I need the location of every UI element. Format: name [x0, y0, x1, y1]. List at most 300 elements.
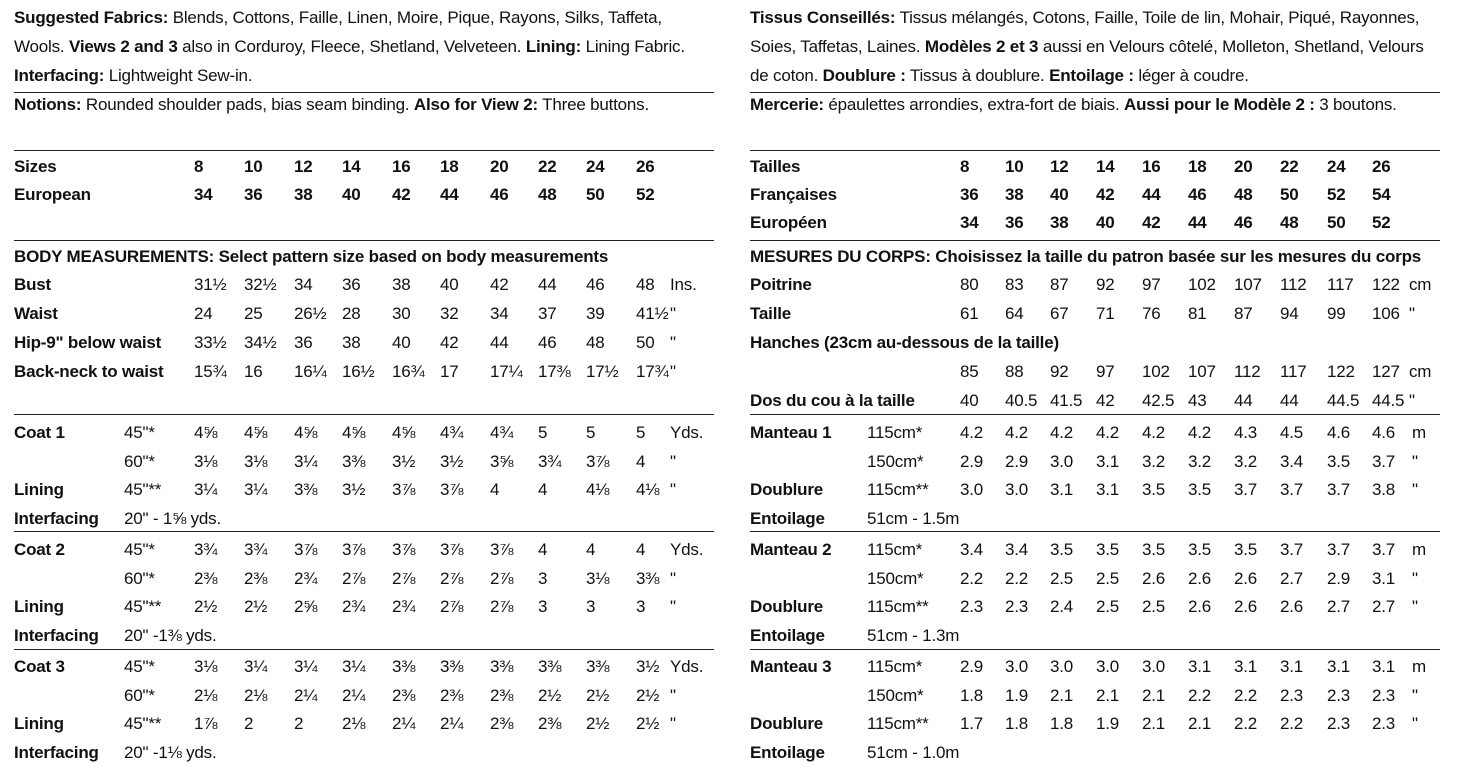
- left-unit-label: ": [670, 685, 676, 705]
- left-unit-label: ": [670, 714, 676, 733]
- left-fabrics-paragraph-bold-1: Views 2 and 3: [68, 37, 178, 56]
- right-size-value: 52: [1327, 185, 1346, 204]
- right-yardage-value: 2.3: [1372, 685, 1396, 705]
- right-body-value: 44: [1234, 391, 1253, 410]
- right-fabrics-paragraph-bold-1: Modèles 2 et 3: [924, 37, 1039, 56]
- right-yardage-value: 4.6: [1327, 423, 1351, 442]
- left-unit-label: Yds.: [670, 657, 704, 676]
- right-body-value: 107: [1234, 275, 1262, 294]
- right-fabrics-paragraph-text-3: léger à coudre.: [1133, 66, 1249, 85]
- left-yardage-value: 2⅜: [490, 685, 514, 705]
- right-size-value: 52: [1372, 213, 1391, 232]
- left-yardage-value: 2⅜: [538, 714, 562, 733]
- left-yardage-value: 3⅜: [636, 568, 660, 588]
- right-yardage-value: 2.5: [1050, 568, 1074, 588]
- right-unit-label: ": [1412, 685, 1418, 705]
- left-yardage-value: 2⅞: [342, 568, 366, 588]
- right-yardage-value: 2.3: [1280, 685, 1304, 705]
- left-yardage-value: 3¼: [342, 657, 366, 676]
- left-fabric-width: 45"**: [124, 714, 162, 733]
- right-body-value: 102: [1188, 275, 1216, 294]
- left-yardage-value: 2⅝: [294, 597, 318, 616]
- left-unit-label: Yds.: [670, 423, 704, 442]
- right-unit-label: m: [1412, 423, 1426, 442]
- left-yardage-value: 3: [538, 568, 548, 588]
- right-coat-divider-3: [750, 649, 1440, 650]
- left-body-value: 41½: [636, 304, 669, 323]
- left-interfacing-value: 20" -1⅜ yds.: [124, 625, 217, 645]
- left-body-unit: ": [670, 304, 676, 323]
- right-body-value: 112: [1234, 362, 1261, 381]
- right-coat-divider-2: [750, 531, 1440, 532]
- left-unit-label: ": [670, 568, 676, 588]
- right-yardage-value: 3.0: [1050, 657, 1074, 676]
- right-yardage-value: 4.6: [1372, 423, 1396, 442]
- left-yardage-value: 2⅞: [392, 568, 416, 588]
- right-size-value: 50: [1280, 185, 1299, 204]
- french-instructions-column: [750, 0, 1440, 767]
- right-size-row-label: Françaises: [750, 185, 837, 204]
- left-body-value: 28: [342, 304, 361, 323]
- right-body-value: 43: [1188, 391, 1207, 410]
- left-size-value: 20: [490, 157, 509, 176]
- right-yardage-value: 2.6: [1142, 568, 1166, 588]
- right-yardage-value: 2.3: [1327, 685, 1351, 705]
- right-size-value: 54: [1372, 185, 1391, 204]
- left-yardage-value: 3⅞: [490, 540, 514, 559]
- left-yardage-value: 3⅜: [538, 657, 562, 676]
- right-body-value: 92: [1050, 362, 1069, 381]
- right-fabrics-paragraph-text-2: Tissus à doublure.: [905, 66, 1050, 85]
- right-size-value: 46: [1234, 213, 1253, 232]
- right-body-value: 117: [1327, 275, 1354, 294]
- right-yardage-value: 4.2: [1050, 423, 1074, 442]
- left-unit-label: ": [670, 451, 676, 471]
- right-body-value: 40.5: [1005, 391, 1038, 410]
- right-notions-paragraph-text-1: 3 boutons.: [1314, 95, 1397, 114]
- left-size-row-label: European: [14, 185, 91, 204]
- right-yardage-value: 4.3: [1234, 423, 1258, 442]
- left-yardage-value: 4: [490, 480, 500, 499]
- right-body-value: 42: [1096, 391, 1115, 410]
- right-yardage-value: 2.9: [1327, 568, 1351, 588]
- left-body-unit: ": [670, 333, 676, 352]
- right-interfacing-value: 51cm - 1.5m: [867, 508, 960, 528]
- right-interfacing-value: 51cm - 1.3m: [867, 625, 960, 645]
- left-body-value: 17¾: [636, 362, 669, 381]
- left-body-value: 40: [440, 275, 459, 294]
- left-yardage-value: 2¾: [294, 568, 318, 588]
- left-yardage-value: 1⅞: [194, 714, 218, 733]
- left-yardage-value: 3⅜: [440, 657, 464, 676]
- right-yardage-value: 4.2: [1142, 423, 1166, 442]
- right-body-row-label: Taille: [750, 304, 792, 323]
- right-yardage-value: 4.5: [1280, 423, 1304, 442]
- left-body-value: 46: [586, 275, 605, 294]
- left-coat-row-label: Coat 1: [14, 423, 65, 442]
- left-size-value: 48: [538, 185, 557, 204]
- right-body-value: 76: [1142, 304, 1161, 323]
- right-yardage-value: 3.7: [1372, 451, 1396, 471]
- right-size-value: 12: [1050, 157, 1069, 176]
- right-yardage-value: 4.2: [1188, 423, 1212, 442]
- right-body-value: 87: [1234, 304, 1253, 323]
- right-size-value: 38: [1005, 185, 1024, 204]
- right-yardage-value: 3.4: [1005, 540, 1029, 559]
- left-size-value: 26: [636, 157, 655, 176]
- right-yardage-value: 3.0: [1005, 657, 1029, 676]
- right-body-value: 107: [1188, 362, 1216, 381]
- left-body-value: 30: [392, 304, 411, 323]
- left-yardage-value: 5: [538, 423, 548, 442]
- right-fabrics-paragraph-text-1: aussi en Velours côtelé, Molleton, Shetland, Velours de coton.: [750, 37, 1424, 85]
- right-body-value: 67: [1050, 304, 1069, 323]
- right-size-value: 14: [1096, 157, 1115, 176]
- left-body-unit: ": [670, 362, 676, 381]
- left-yardage-value: 2⅞: [440, 597, 464, 616]
- left-yardage-value: 3½: [392, 451, 416, 471]
- left-yardage-value: 2: [294, 714, 304, 733]
- right-size-value: 36: [1005, 213, 1024, 232]
- right-yardage-value: 2.2: [1188, 685, 1212, 705]
- right-body-value: 94: [1280, 304, 1299, 323]
- right-yardage-value: 3.0: [1142, 657, 1166, 676]
- left-divider-2: [14, 150, 714, 151]
- right-body-value: 122: [1372, 275, 1400, 294]
- right-interfacing-label: Entoilage: [750, 625, 825, 645]
- right-yardage-value: 3.5: [1188, 540, 1212, 559]
- left-yardage-value: 2½: [636, 685, 660, 705]
- left-yardage-value: 3¼: [194, 480, 218, 499]
- left-fabric-width: 45"**: [124, 597, 162, 616]
- left-body-value: 36: [342, 275, 361, 294]
- left-yardage-value: 3⅞: [440, 480, 464, 499]
- right-fabrics-paragraph: [750, 3, 1440, 90]
- left-unit-label: Yds.: [670, 540, 704, 559]
- left-yardage-value: 3: [586, 597, 596, 616]
- left-yardage-value: 4: [538, 540, 548, 559]
- left-body-value: 36: [294, 333, 313, 352]
- right-unit-label: m: [1412, 540, 1426, 559]
- right-unit-label: ": [1412, 568, 1418, 588]
- right-interfacing-label: Entoilage: [750, 508, 825, 528]
- left-yardage-value: 4⅛: [636, 480, 660, 499]
- right-body-value: 87: [1050, 275, 1069, 294]
- left-yardage-value: 4: [538, 480, 548, 499]
- right-body-value: 106: [1372, 304, 1400, 323]
- left-yardage-value: 2⅜: [392, 685, 416, 705]
- right-body-value: 92: [1096, 275, 1115, 294]
- right-body-value: 99: [1327, 304, 1346, 323]
- left-yardage-value: 3: [538, 597, 548, 616]
- left-yardage-value: 3⅞: [440, 540, 464, 559]
- left-body-unit: Ins.: [670, 275, 697, 294]
- right-notions-paragraph-text-0: épaulettes arrondies, extra-fort de biais.: [823, 95, 1124, 114]
- right-interfacing-value: 51cm - 1.0m: [867, 742, 960, 762]
- right-yardage-value: 3.0: [960, 480, 984, 499]
- right-yardage-value: 3.7: [1280, 540, 1304, 559]
- right-body-value: 80: [960, 275, 979, 294]
- right-fabrics-paragraph-bold-2: Doublure :: [822, 66, 906, 85]
- left-size-value: 46: [490, 185, 509, 204]
- right-yardage-value: 3.1: [1372, 568, 1396, 588]
- left-body-value: 16¼: [294, 362, 327, 381]
- left-yardage-value: 2¼: [440, 714, 464, 733]
- right-yardage-value: 4.2: [960, 423, 984, 442]
- right-size-value: 46: [1188, 185, 1207, 204]
- left-yardage-value: 2: [244, 714, 254, 733]
- left-yardage-value: 3¼: [294, 451, 318, 471]
- left-size-value: 12: [294, 157, 313, 176]
- right-yardage-value: 2.7: [1372, 597, 1396, 616]
- right-coat-row-label: Manteau 1: [750, 423, 832, 442]
- right-fabric-width: 115cm*: [867, 540, 923, 559]
- left-fabric-width: 45"*: [124, 423, 155, 442]
- right-notions-paragraph-bold-1: Aussi pour le Modèle 2 :: [1124, 95, 1315, 114]
- left-body-measurements-title: BODY MEASUREMENTS: Select pattern size based on body measurements: [14, 247, 609, 266]
- right-yardage-value: 2.2: [1234, 714, 1258, 733]
- right-yardage-value: 3.1: [1327, 657, 1351, 676]
- right-yardage-value: 2.1: [1096, 685, 1120, 705]
- right-body-value: 85: [960, 362, 979, 381]
- left-body-value: 37: [538, 304, 557, 323]
- left-yardage-value: 2½: [194, 597, 218, 616]
- left-fabric-width: 60"*: [124, 685, 155, 705]
- right-divider-2: [750, 150, 1440, 151]
- left-body-value: 16½: [342, 362, 375, 381]
- left-notions-paragraph-bold-0: Notions:: [14, 95, 82, 114]
- left-size-value: 52: [636, 185, 655, 204]
- right-yardage-value: 2.2: [960, 568, 984, 588]
- right-size-value: 40: [1050, 185, 1069, 204]
- left-interfacing-value: 20" -1⅛ yds.: [124, 742, 217, 762]
- left-body-value: 44: [490, 333, 509, 352]
- left-yardage-value: 4: [636, 451, 646, 471]
- right-yardage-value: 3.4: [1280, 451, 1304, 471]
- left-fabric-width: 60"*: [124, 451, 155, 471]
- right-coat-row-label: Doublure: [750, 597, 824, 616]
- left-size-row-label: Sizes: [14, 157, 57, 176]
- right-fabrics-paragraph-bold-3: Entoilage :: [1049, 66, 1134, 85]
- right-body-value: 71: [1096, 304, 1115, 323]
- right-size-row-label: Tailles: [750, 157, 801, 176]
- left-yardage-value: 3¾: [244, 540, 268, 559]
- left-fabrics-paragraph: [14, 3, 714, 90]
- right-body-value: 64: [1005, 304, 1024, 323]
- right-yardage-value: 3.7: [1234, 480, 1258, 499]
- left-yardage-value: 3½: [440, 451, 464, 471]
- right-size-value: 38: [1050, 213, 1069, 232]
- left-interfacing-label: Interfacing: [14, 508, 99, 528]
- right-body-value: 44: [1280, 391, 1299, 410]
- right-coat-row-label: Doublure: [750, 714, 824, 733]
- right-notions-paragraph-bold-0: Mercerie:: [750, 95, 824, 114]
- right-yardage-value: 3.1: [1234, 657, 1258, 676]
- left-yardage-value: 2¼: [294, 685, 318, 705]
- left-size-value: 34: [194, 185, 213, 204]
- left-yardage-value: 2⅜: [440, 685, 464, 705]
- left-fabric-width: 60"*: [124, 568, 155, 588]
- right-fabric-width: 115cm*: [867, 657, 923, 676]
- right-unit-label: m: [1412, 657, 1426, 676]
- left-body-value: 17½: [586, 362, 619, 381]
- left-body-value: 24: [194, 304, 213, 323]
- left-size-value: 24: [586, 157, 605, 176]
- right-body-value: 117: [1280, 362, 1307, 381]
- right-yardage-value: 2.2: [1234, 685, 1258, 705]
- left-yardage-value: 2⅛: [194, 685, 218, 705]
- right-yardage-value: 2.9: [960, 451, 984, 471]
- right-unit-label: ": [1412, 451, 1418, 471]
- right-yardage-value: 1.7: [960, 714, 984, 733]
- left-yardage-value: 3¼: [244, 657, 268, 676]
- right-yardage-value: 3.7: [1327, 480, 1351, 499]
- right-body-unit: cm: [1409, 275, 1432, 294]
- right-yardage-value: 3.5: [1096, 540, 1120, 559]
- left-yardage-value: 4⅝: [244, 423, 268, 442]
- right-body-value: 41.5: [1050, 391, 1083, 410]
- left-yardage-value: 4⅝: [294, 423, 318, 442]
- right-yardage-value: 3.5: [1234, 540, 1258, 559]
- right-yardage-value: 3.1: [1280, 657, 1304, 676]
- left-body-value: 50: [636, 333, 655, 352]
- right-size-row-label: Européen: [750, 213, 827, 232]
- right-yardage-value: 2.3: [1372, 714, 1396, 733]
- right-body-value: 122: [1327, 362, 1355, 381]
- left-body-row-label: Waist: [14, 304, 58, 323]
- right-body-row-label: Poitrine: [750, 275, 812, 294]
- right-body-value: 112: [1280, 275, 1307, 294]
- left-divider-4: [14, 414, 714, 415]
- left-body-value: 16¾: [392, 362, 425, 381]
- left-coat-row-label: Coat 3: [14, 657, 65, 676]
- left-body-value: 38: [342, 333, 361, 352]
- left-size-value: 14: [342, 157, 361, 176]
- right-yardage-value: 1.9: [1096, 714, 1120, 733]
- right-yardage-value: 3.0: [1005, 480, 1029, 499]
- left-yardage-value: 3¼: [244, 480, 268, 499]
- left-body-row-label: Back-neck to waist: [14, 362, 164, 381]
- right-yardage-value: 2.1: [1188, 714, 1212, 733]
- left-coat-divider-3: [14, 649, 714, 650]
- left-yardage-value: 3⅜: [294, 480, 318, 499]
- right-yardage-value: 2.4: [1050, 597, 1074, 616]
- left-notions-paragraph-bold-1: Also for View 2:: [413, 95, 538, 114]
- right-fabric-width: 150cm*: [867, 568, 924, 588]
- left-yardage-value: 4: [586, 540, 596, 559]
- left-yardage-value: 3⅛: [194, 657, 218, 676]
- left-yardage-value: 3⅜: [392, 657, 416, 676]
- right-body-value: 102: [1142, 362, 1170, 381]
- left-body-value: 34: [294, 275, 313, 294]
- left-yardage-value: 3¾: [194, 540, 218, 559]
- right-yardage-value: 2.6: [1188, 568, 1212, 588]
- left-yardage-value: 4⅝: [342, 423, 366, 442]
- left-interfacing-value: 20" - 1⅝ yds.: [124, 508, 221, 528]
- left-yardage-value: 3⅜: [342, 451, 366, 471]
- left-notions-paragraph-text-1: Three buttons.: [537, 95, 649, 114]
- right-size-value: 50: [1327, 213, 1346, 232]
- left-yardage-value: 3⅜: [586, 657, 610, 676]
- left-size-value: 36: [244, 185, 263, 204]
- left-coat-divider-2: [14, 531, 714, 532]
- right-yardage-value: 2.7: [1327, 597, 1351, 616]
- right-fabric-width: 150cm*: [867, 685, 924, 705]
- right-size-value: 48: [1234, 185, 1253, 204]
- right-yardage-value: 1.8: [1005, 714, 1029, 733]
- right-coat-row-label: Doublure: [750, 480, 824, 499]
- right-yardage-value: 1.8: [960, 685, 984, 705]
- right-yardage-value: 1.8: [1050, 714, 1074, 733]
- left-body-row-label: Hip-9" below waist: [14, 333, 162, 352]
- left-body-value: 33½: [194, 333, 227, 352]
- left-yardage-value: 4⅝: [392, 423, 416, 442]
- left-fabrics-paragraph-text-2: Lining Fabric.: [581, 37, 685, 56]
- left-yardage-value: 4⅛: [586, 480, 610, 499]
- left-body-value: 26½: [294, 304, 327, 323]
- right-yardage-value: 3.2: [1234, 451, 1258, 471]
- left-body-value: 42: [490, 275, 509, 294]
- left-interfacing-label: Interfacing: [14, 625, 99, 645]
- left-yardage-value: 2½: [586, 685, 610, 705]
- right-body-value: 40: [960, 391, 979, 410]
- left-body-value: 34½: [244, 333, 277, 352]
- left-fabrics-paragraph-bold-2: Lining:: [525, 37, 582, 56]
- left-yardage-value: 2¾: [392, 597, 416, 616]
- left-yardage-value: 4⅝: [194, 423, 218, 442]
- right-yardage-value: 1.9: [1005, 685, 1029, 705]
- left-yardage-value: 3⅞: [392, 540, 416, 559]
- left-yardage-value: 3½: [342, 480, 366, 499]
- right-yardage-value: 3.7: [1280, 480, 1304, 499]
- left-body-value: 48: [586, 333, 605, 352]
- right-body-value: 88: [1005, 362, 1024, 381]
- right-size-value: 22: [1280, 157, 1299, 176]
- left-yardage-value: 2⅜: [244, 568, 268, 588]
- left-body-value: 31½: [194, 275, 227, 294]
- right-yardage-value: 4.2: [1005, 423, 1029, 442]
- left-body-value: 17: [440, 362, 459, 381]
- right-size-value: 10: [1005, 157, 1024, 176]
- right-fabrics-paragraph-bold-0: Tissus Conseillés:: [750, 8, 896, 27]
- left-fabrics-paragraph-text-1: also in Corduroy, Fleece, Shetland, Velveteen.: [177, 37, 526, 56]
- left-fabric-width: 45"*: [124, 540, 155, 559]
- left-divider-3: [14, 240, 714, 241]
- left-coat-row-label: Lining: [14, 480, 64, 499]
- left-size-value: 44: [440, 185, 459, 204]
- right-yardage-value: 2.3: [1327, 714, 1351, 733]
- left-yardage-value: 3: [636, 597, 646, 616]
- left-body-value: 38: [392, 275, 411, 294]
- right-body-value: 127: [1372, 362, 1400, 381]
- right-yardage-value: 3.5: [1050, 540, 1074, 559]
- right-size-value: 26: [1372, 157, 1391, 176]
- right-size-value: 24: [1327, 157, 1346, 176]
- left-yardage-value: 3⅞: [342, 540, 366, 559]
- left-yardage-value: 3⅛: [586, 568, 610, 588]
- left-fabrics-paragraph-bold-0: Suggested Fabrics:: [14, 8, 169, 27]
- left-yardage-value: 3½: [636, 657, 660, 676]
- right-body-value: 44.5: [1327, 391, 1360, 410]
- left-yardage-value: 2¼: [392, 714, 416, 733]
- right-body-unit: ": [1409, 391, 1415, 410]
- right-yardage-value: 2.5: [1096, 597, 1120, 616]
- left-yardage-value: 3⅞: [586, 451, 610, 471]
- left-unit-label: ": [670, 480, 676, 499]
- right-yardage-value: 2.9: [960, 657, 984, 676]
- right-size-value: 16: [1142, 157, 1161, 176]
- right-size-value: 48: [1280, 213, 1299, 232]
